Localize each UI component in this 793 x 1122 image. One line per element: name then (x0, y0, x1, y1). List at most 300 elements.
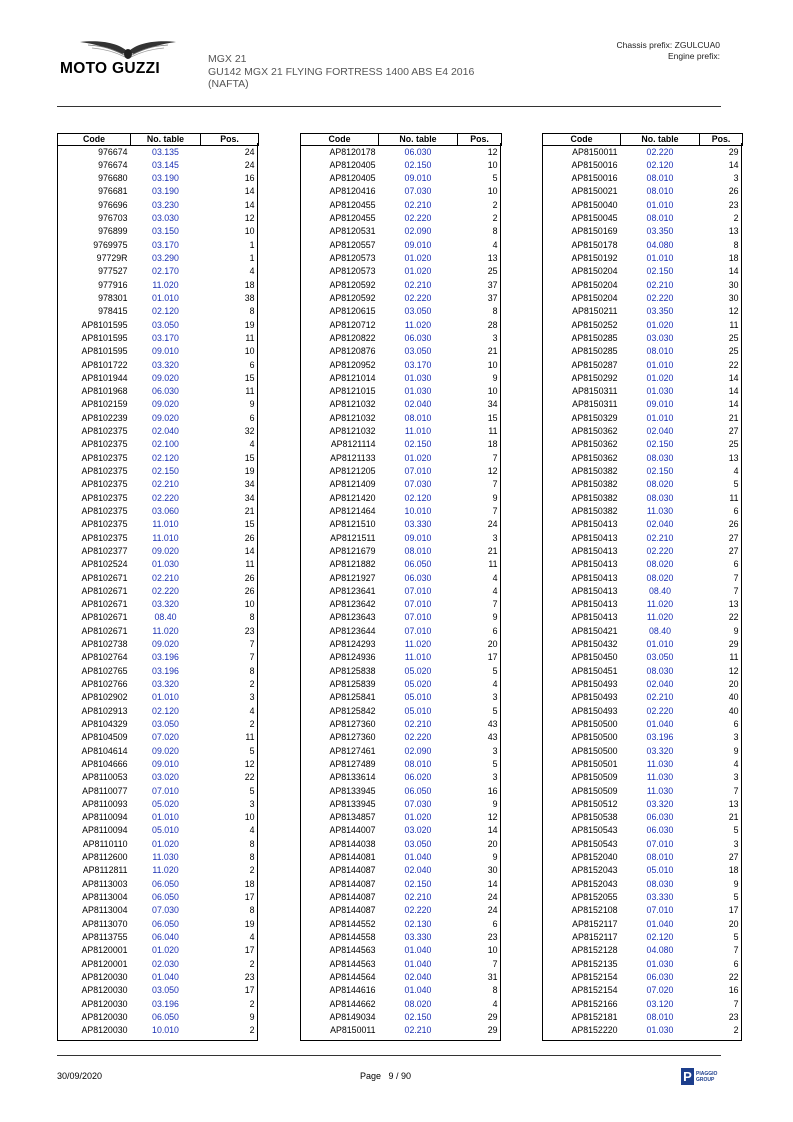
position: 9 (733, 625, 739, 636)
table-number: 03.330 (646, 892, 674, 902)
table-row (301, 971, 502, 984)
position: 29 (728, 146, 739, 157)
table-row (58, 944, 259, 957)
table-number: 01.040 (646, 918, 674, 929)
table-number: 01.020 (404, 266, 432, 277)
table-row (301, 438, 502, 451)
part-code: AP8150252 (571, 319, 618, 330)
part-code: AP8150362 (571, 439, 618, 450)
position: 1 (249, 239, 255, 250)
table-row (543, 332, 743, 345)
part-code: AP8152043 (571, 865, 618, 876)
table-number: 07.010 (152, 785, 179, 796)
position: 4 (492, 998, 498, 1009)
position: 4 (249, 931, 255, 942)
table-number: 08.030 (646, 452, 674, 463)
table-row (301, 611, 502, 624)
position: 8 (492, 306, 498, 317)
part-code: AP8101595 (81, 319, 128, 330)
table-number: 08.010 (646, 173, 674, 184)
position: 7 (492, 452, 498, 463)
table-row (543, 292, 743, 305)
table-row (543, 412, 743, 425)
part-code: AP8150204 (571, 292, 618, 303)
table-row (543, 572, 743, 585)
table-number: 03.170 (152, 332, 179, 343)
position: 10 (487, 186, 498, 197)
part-code: AP8110093 (82, 798, 128, 809)
position: 7 (492, 505, 498, 516)
position: 22 (244, 772, 255, 783)
part-code: AP8121464 (329, 505, 376, 516)
table-number: 07.010 (404, 625, 432, 636)
position: 34 (244, 492, 255, 503)
position: 30 (728, 279, 739, 290)
table-row (301, 252, 502, 265)
position: 18 (728, 865, 739, 876)
table-number: 03.030 (646, 332, 674, 343)
part-code: AP8150362 (571, 452, 618, 463)
table-number: 07.010 (646, 905, 674, 916)
position: 12 (487, 466, 498, 476)
table-number: 01.030 (404, 386, 432, 397)
position: 4 (492, 679, 498, 689)
part-code: AP8144007 (329, 825, 376, 836)
position: 27 (728, 426, 739, 437)
table-number: 03.145 (152, 159, 179, 170)
position: 20 (728, 918, 739, 929)
table-row (301, 159, 502, 172)
table-number: 09.020 (152, 639, 179, 650)
table-number: 02.120 (646, 931, 674, 942)
part-code: AP8152135 (571, 958, 618, 969)
table-number: 01.020 (404, 812, 432, 823)
table-number: 01.040 (404, 958, 432, 969)
table-number: 05.020 (404, 679, 432, 689)
table-number: 02.030 (152, 958, 179, 969)
part-code: AP8150311 (572, 399, 618, 410)
position: 5 (733, 931, 739, 942)
position: 13 (728, 452, 739, 463)
table-row (301, 332, 502, 345)
table-number: 08.010 (646, 346, 674, 357)
table-number: 02.210 (404, 892, 432, 902)
part-code: AP8150493 (571, 705, 618, 716)
table-row (58, 758, 259, 771)
piaggio-logo-text: PIAGGIO (696, 1071, 718, 1077)
table-row (301, 705, 502, 718)
table-number: 06.050 (152, 878, 179, 889)
position: 29 (487, 1025, 498, 1036)
part-code: AP8104509 (81, 732, 128, 743)
part-code: AP8120030 (81, 1011, 128, 1022)
page-number: Page 9 / 90 (360, 1071, 412, 1081)
part-code: AP8121679 (329, 545, 376, 556)
part-code: AP8150413 (571, 585, 618, 596)
table-number: 03.020 (404, 825, 432, 836)
position: 4 (733, 758, 739, 769)
position: 15 (244, 372, 255, 383)
part-code: AP8121032 (329, 399, 376, 410)
part-code: AP8150450 (571, 652, 618, 663)
part-code: 978301 (98, 292, 128, 303)
table-row (301, 851, 502, 864)
position: 34 (487, 399, 498, 410)
table-number: 08.40 (648, 625, 671, 636)
position: 23 (728, 199, 739, 210)
table-number: 02.150 (646, 266, 674, 277)
part-code: 976681 (98, 186, 128, 197)
table-number: 02.220 (646, 545, 674, 556)
table-number: 03.050 (152, 718, 179, 729)
part-code: AP8120416 (329, 186, 376, 197)
table-row (58, 199, 259, 212)
header-no-table: No. table (621, 134, 700, 146)
part-code: AP8121511 (330, 532, 376, 543)
part-code: AP8120712 (329, 319, 376, 330)
position: 12 (487, 146, 498, 157)
position: 11 (245, 332, 255, 343)
header-code: Code (543, 134, 621, 146)
table-row (58, 545, 259, 558)
part-code: AP8102375 (81, 426, 128, 437)
table-number: 05.010 (404, 705, 432, 716)
position: 22 (728, 359, 739, 370)
table-row (58, 611, 259, 624)
part-code: AP8150413 (571, 532, 618, 543)
table-row (58, 958, 259, 971)
table-row (58, 345, 259, 358)
table-row (543, 172, 743, 185)
table-number: 07.010 (404, 599, 432, 610)
position: 25 (728, 439, 739, 450)
table-row (58, 385, 259, 398)
position: 26 (244, 572, 255, 583)
part-code: AP8102239 (81, 412, 128, 423)
part-code: AP8123644 (329, 625, 376, 636)
part-code: AP8110094 (82, 825, 128, 836)
model-line-2: GU142 MGX 21 FLYING FORTRESS 1400 ABS E4 2016 (208, 65, 475, 78)
part-code: AP8113004 (82, 892, 128, 902)
table-number: 02.120 (152, 306, 179, 317)
table-row (543, 638, 743, 651)
table-number: 03.050 (646, 652, 674, 663)
position: 6 (492, 918, 498, 929)
part-code: AP8125839 (329, 679, 376, 689)
position: 4 (492, 239, 498, 250)
table-number: 10.010 (152, 1025, 179, 1036)
table-row (58, 971, 259, 984)
position: 23 (244, 971, 255, 982)
position: 9 (492, 492, 498, 503)
part-code: AP8110110 (82, 838, 128, 849)
position: 11 (729, 319, 739, 330)
table-row (58, 145, 259, 159)
brand-name: MOTO GUZZI (60, 60, 161, 77)
part-code: AP8101595 (81, 332, 128, 343)
position: 14 (244, 199, 255, 210)
table-row (301, 359, 502, 372)
table-3-right-border (741, 143, 742, 1040)
table-number: 02.210 (404, 279, 432, 290)
table-number: 09.020 (152, 372, 179, 383)
part-code: AP8120030 (81, 998, 128, 1009)
position: 21 (728, 412, 739, 423)
position: 18 (244, 279, 255, 290)
table-number: 02.120 (152, 452, 179, 463)
table-number: 02.130 (404, 918, 432, 929)
position: 21 (487, 346, 498, 357)
table-row (58, 1024, 259, 1037)
table-number: 08.020 (646, 559, 674, 570)
table-row (543, 385, 743, 398)
table-number: 02.210 (646, 279, 674, 290)
position: 37 (487, 292, 498, 303)
position: 29 (487, 1011, 498, 1022)
table-row (301, 758, 502, 771)
table-row (301, 239, 502, 252)
table-row (543, 838, 743, 851)
part-code: AP8110077 (82, 785, 128, 796)
part-code: AP8144662 (329, 998, 376, 1009)
position: 40 (728, 692, 739, 703)
part-code: AP8102671 (81, 625, 128, 636)
table-row (301, 878, 502, 891)
table-row (58, 918, 259, 931)
table-number: 05.020 (404, 665, 432, 676)
position: 3 (733, 838, 739, 849)
position: 5 (249, 745, 255, 756)
group-logo-text: GROUP (696, 1077, 715, 1083)
part-code: AP8150204 (571, 266, 618, 277)
table-row (58, 212, 259, 225)
table-1-left-border (57, 143, 58, 1040)
table-2-right-border (500, 143, 501, 1040)
part-code: AP8144038 (329, 838, 376, 849)
part-code: AP8121032 (329, 412, 376, 423)
table-row (543, 505, 743, 518)
part-code: AP8120592 (329, 292, 376, 303)
table-number: 01.030 (646, 958, 674, 969)
position: 10 (487, 945, 498, 956)
table-number: 03.050 (404, 306, 432, 317)
table-row (58, 691, 259, 704)
table-number: 06.030 (152, 386, 179, 397)
table-row (543, 851, 743, 864)
table-number: 07.030 (404, 186, 432, 197)
part-code: AP8150413 (571, 519, 618, 530)
table-1-right-border (257, 143, 258, 1040)
part-code: AP8150413 (571, 599, 618, 610)
part-code: AP8150500 (571, 732, 618, 743)
table-number: 06.030 (404, 332, 432, 343)
part-code: AP8152055 (571, 892, 618, 902)
position: 23 (244, 625, 255, 636)
table-number: 11.030 (646, 758, 674, 769)
table-number: 03.290 (152, 253, 179, 263)
table-number: 02.040 (646, 426, 674, 437)
part-code: AP8102524 (81, 559, 128, 570)
table-row (301, 452, 502, 465)
position: 18 (244, 878, 255, 889)
table-row (301, 638, 502, 651)
parts-table-2 (300, 133, 502, 1037)
part-code: AP8121882 (329, 559, 376, 570)
table-number: 03.190 (152, 173, 179, 184)
table-row (301, 771, 502, 784)
table-number: 02.120 (152, 705, 179, 716)
table-number: 02.090 (404, 745, 432, 756)
table-row (301, 292, 502, 305)
part-code: AP8150493 (571, 679, 618, 689)
table-number: 02.220 (404, 732, 432, 743)
position: 18 (487, 439, 498, 450)
header-pos: Pos. (201, 134, 259, 146)
table-number: 02.150 (404, 439, 432, 450)
position: 40 (728, 705, 739, 716)
table-number: 01.010 (646, 253, 674, 263)
position: 27 (728, 852, 739, 863)
table-row (58, 665, 259, 678)
table-number: 11.030 (646, 772, 674, 783)
position: 19 (244, 918, 255, 929)
part-code: AP8121014 (329, 372, 376, 383)
position: 3 (733, 173, 739, 184)
table-number: 06.020 (404, 772, 432, 783)
part-code: AP8102738 (81, 639, 128, 650)
position: 12 (487, 812, 498, 823)
table-row (543, 611, 743, 624)
table-row (58, 172, 259, 185)
position: 4 (492, 572, 498, 583)
table-number: 03.150 (152, 226, 179, 237)
table-row (543, 931, 743, 944)
table-row (543, 452, 743, 465)
table-row (58, 478, 259, 491)
part-code: AP8133614 (329, 772, 376, 783)
table-number: 03.320 (152, 359, 179, 370)
position: 5 (492, 758, 498, 769)
part-code: AP8121420 (329, 492, 376, 503)
part-code: AP8150011 (572, 146, 618, 157)
table-number: 01.020 (152, 945, 179, 956)
footer-divider (57, 1055, 721, 1056)
part-code: AP8144558 (329, 931, 376, 942)
position: 11 (729, 492, 739, 503)
table-number: 09.010 (404, 239, 432, 250)
position: 20 (487, 838, 498, 849)
table-row (301, 598, 502, 611)
table-number: 03.135 (152, 146, 179, 157)
position: 5 (492, 173, 498, 184)
position: 22 (728, 971, 739, 982)
table-number: 02.040 (646, 519, 674, 530)
table-row (58, 891, 259, 904)
table-number: 11.020 (152, 279, 179, 290)
table-row (58, 185, 259, 198)
table-row (58, 984, 259, 997)
table-row (58, 598, 259, 611)
table-row (543, 438, 743, 451)
part-code: AP8152043 (571, 878, 618, 889)
table-row (543, 1024, 743, 1037)
part-code: AP8121510 (329, 519, 376, 530)
part-code: AP8150500 (571, 718, 618, 729)
table-number: 08.010 (646, 186, 674, 197)
table-row (58, 425, 259, 438)
part-code: AP8152181 (571, 1011, 618, 1022)
table-row (543, 305, 743, 318)
table-number: 03.320 (152, 679, 179, 689)
position: 12 (244, 213, 255, 224)
position: 2 (249, 865, 255, 876)
position: 14 (728, 372, 739, 383)
table-number: 06.030 (646, 825, 674, 836)
position: 25 (728, 346, 739, 357)
position: 3 (492, 745, 498, 756)
table-number: 11.020 (646, 612, 674, 623)
table-row (543, 785, 743, 798)
table-number: 07.020 (646, 985, 674, 996)
part-code: AP8123642 (329, 599, 376, 610)
table-number: 01.010 (152, 692, 179, 703)
table-row (58, 332, 259, 345)
table-number: 03.060 (152, 505, 179, 516)
part-code: AP8150211 (572, 306, 618, 317)
position: 14 (728, 266, 739, 277)
table-row (543, 518, 743, 531)
table-row (58, 745, 259, 758)
part-code: AP8120876 (329, 346, 376, 357)
table-row (301, 651, 502, 664)
position: 24 (487, 519, 498, 530)
part-code: AP8150016 (571, 159, 618, 170)
table-number: 01.010 (646, 199, 674, 210)
table-number: 08.030 (646, 878, 674, 889)
position: 8 (249, 306, 255, 317)
table-number: 03.350 (646, 226, 674, 237)
table-number: 03.196 (646, 732, 674, 743)
position: 34 (244, 479, 255, 490)
position: 9 (492, 798, 498, 809)
part-code: AP8150512 (571, 798, 618, 809)
position: 5 (492, 705, 498, 716)
part-code: AP8102377 (81, 545, 128, 556)
table-number: 11.020 (404, 639, 432, 650)
position: 2 (249, 718, 255, 729)
position: 5 (249, 785, 255, 796)
position: 32 (244, 426, 255, 437)
chassis-info (617, 40, 720, 61)
position: 21 (487, 545, 498, 556)
table-number: 11.010 (404, 426, 432, 437)
position: 11 (245, 732, 255, 743)
position: 12 (728, 665, 739, 676)
table-row (58, 625, 259, 638)
position: 7 (492, 958, 498, 969)
position: 14 (244, 545, 255, 556)
part-code: AP8150382 (571, 505, 618, 516)
table-row (58, 279, 259, 292)
part-code: AP8150413 (571, 559, 618, 570)
part-code: AP8102375 (81, 452, 128, 463)
table-row (543, 425, 743, 438)
part-code: AP8127360 (329, 718, 376, 729)
table-row (301, 1024, 502, 1037)
table-number: 02.210 (404, 199, 432, 210)
position: 38 (244, 292, 255, 303)
part-code: AP8124936 (329, 652, 376, 663)
